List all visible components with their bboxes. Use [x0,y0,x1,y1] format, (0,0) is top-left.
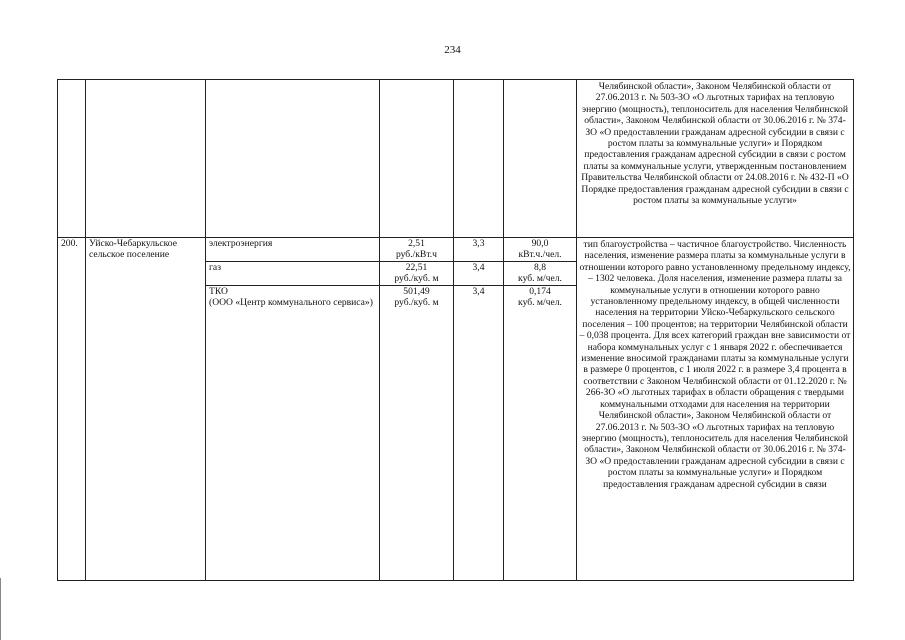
cell-empty [380,80,454,238]
tariff-cell [380,261,454,285]
tariff-unit: руб./куб. м [394,297,439,309]
tariff-value: 22,51 [405,261,428,273]
tariff-unit: руб./куб. м [394,273,439,285]
service-name: газ [206,261,380,285]
volume-cell [504,238,577,262]
volume-unit: кВт.ч./чел. [518,249,562,261]
cell-empty [454,80,504,238]
volume-cell [504,285,577,580]
index-value: 3,4 [454,261,504,285]
volume-unit: куб. м/чел. [518,273,562,285]
tariff-table [57,79,854,581]
service-name: электроэнергия [206,238,380,262]
volume-cell [504,261,577,285]
volume-value: 8,8 [534,261,546,273]
volume-unit: куб. м/чел. [518,297,562,309]
note-continuation: Челябинской области», Законом Челябинской области от 27.06.2013 г. № 503-ЗО «О льготных тарифах на тепловую энергию (мощность), теплоноситель для населения Челябинской области», Законом Челябинской области от 30.06.2016 г. № 374-ЗО «О предоставлении гражданам адресной субсидии в связи с ростом платы за коммунальные услуги» и Порядком предоставления гражданам адресной субсидии в связи с ростом платы за коммунальные услуги, утвержденным постановлением Правительства Челябинской области от 24.08.2016 г. № 432-П «О Порядке предоставления гражданам адресной субсидии в связи с ростом платы за коммунальные услуги» [577,80,854,238]
volume-value: 0,174 [529,285,551,297]
page-number: 234 [444,44,461,56]
settlement-name: Уйско-Чебаркульское сельское поселение [86,238,206,581]
service-name: ТКО [209,285,228,297]
table-row-continuation [58,80,854,238]
tariff-value: 501,49 [403,285,430,297]
cell-empty [504,80,577,238]
index-value: 3,4 [454,285,504,580]
service-provider: (ООО «Центр коммунального сервиса») [209,297,373,309]
tariff-unit: руб./кВт.ч [395,249,438,261]
cell-empty [58,80,86,238]
table-row-service-electricity [58,238,854,262]
volume-value: 90,0 [531,238,549,249]
scan-edge-line [0,578,1,640]
entry-number: 200. [58,238,86,581]
cell-empty [86,80,206,238]
service-name-cell [206,285,380,580]
cell-empty [206,80,380,238]
tariff-cell [380,285,454,580]
tariff-cell [380,238,454,262]
tariff-value: 2,51 [408,238,425,249]
index-value: 3,3 [454,238,504,262]
entry-note: тип благоустройства – частичное благоустройство. Численность населения, изменение размера платы за коммунальные услуги в отношении которого равно установленному предельному индексу, – 1302 человека. Доля населения, изменение размера платы за коммунальные услуги в отношении которого равно установленному предельному индексу, в общей численности населения на территории Уйско-Чебаркульского сельского поселения – 100 процентов; на территории Челябинской области – 0,038 процента. Для всех категорий граждан вне зависимости от набора коммунальных услуг с 1 января 2022 г. обеспечивается изменение вносимой гражданами платы за коммунальные услуги в размере 0 процентов, с 1 июля 2022 г. в размере 3,4 процента в соответствии с Законом Челябинской области от 01.12.2020 г. № 266-ЗО «О льготных тарифах в области обращения с твердыми коммунальными отходами для населения на территории Челябинской области», Законом Челябинской области от 27.06.2013 г. № 503-ЗО «О льготных тарифах на тепловую энергию (мощность), теплоноситель для населения Челябинской области», Законом Челябинской области от 30.06.2016 г. № 374-ЗО «О предоставлении гражданам адресной субсидии в связи с ростом платы за коммунальные услуги» и Порядком предоставления гражданам адресной субсидии в связи [577,238,854,581]
